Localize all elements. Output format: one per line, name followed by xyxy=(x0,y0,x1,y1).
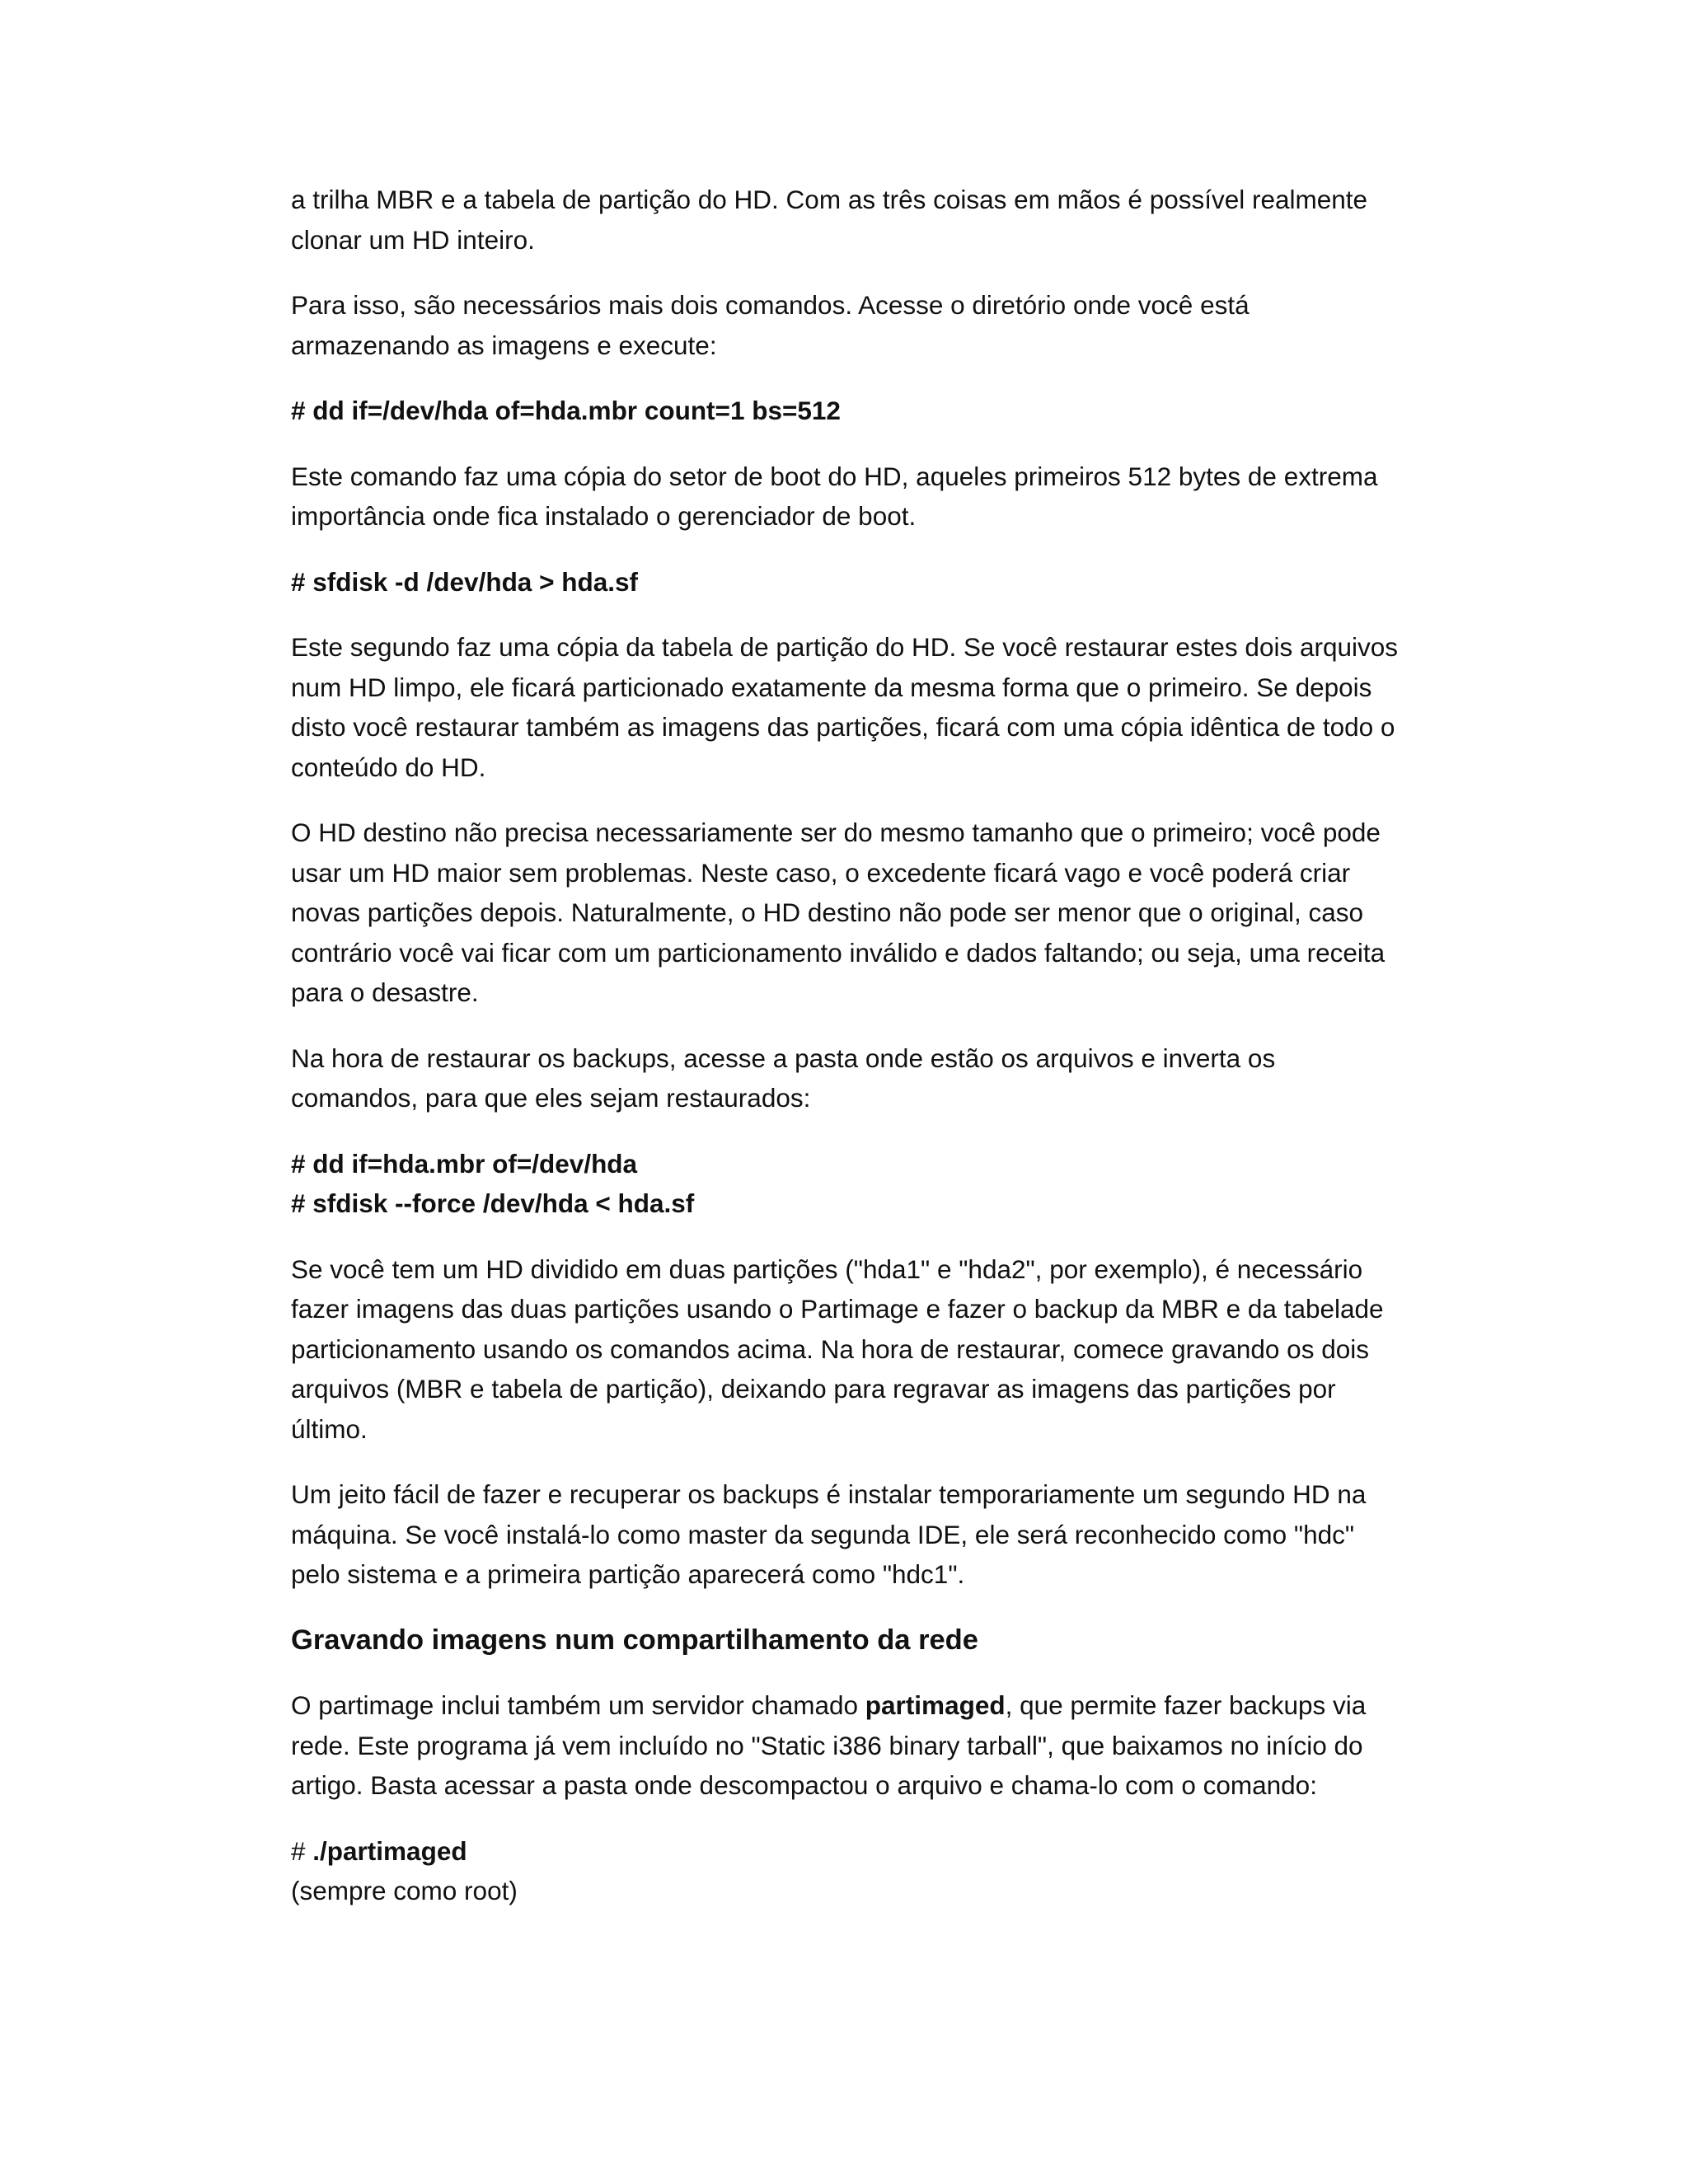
program-name: partimaged xyxy=(865,1690,1006,1720)
paragraph-text: , que permite fazer backups via rede. Este programa já vem incluído no "Static i386 binary tarball", que baixamos no início do artigo. Basta acessar a pasta onde descompactou o arquivo e chama-lo com o comando: xyxy=(291,1690,1367,1800)
paragraph xyxy=(291,1685,1400,1806)
command-line: # sfdisk -d /dev/hda > hda.sf xyxy=(291,566,638,597)
command-block xyxy=(291,1144,1400,1224)
command-line: # dd if=hda.mbr of=/dev/hda xyxy=(291,1148,638,1179)
paragraph: Este comando faz uma cópia do setor de boot do HD, aqueles primeiros 512 bytes de extrema importância onde fica instalado o gerenciador de boot. xyxy=(291,461,1378,531)
note-text: (sempre como root) xyxy=(291,1876,518,1905)
paragraph: Para isso, são necessários mais dois comandos. Acesse o diretório onde você está armazenando as imagens e execute: xyxy=(291,290,1250,360)
paragraph: a trilha MBR e a tabela de partição do HD. Com as três coisas em mãos é possível realmente clonar um HD inteiro. xyxy=(291,185,1368,255)
command-line xyxy=(291,1831,1400,1872)
section-heading: Gravando imagens num compartilhamento da rede xyxy=(291,1624,978,1656)
command-line: # dd if=/dev/hda of=hda.mbr count=1 bs=512 xyxy=(291,396,841,425)
paragraph: Um jeito fácil de fazer e recuperar os backups é instalar temporariamente um segundo HD na máquina. Se você instalá-lo como master da segunda IDE, ele será reconhecido como "hdc" pelo sistema e a primeira partição aparecerá como "hdc1". xyxy=(291,1479,1367,1589)
paragraph: Este segundo faz uma cópia da tabela de partição do HD. Se você restaurar estes dois arquivos num HD limpo, ele ficará particionado exatamente da mesma forma que o primeiro. Se depois disto você restaurar também as imagens das partições, ficará com uma cópia idêntica de todo o conteúdo do HD. xyxy=(291,632,1399,782)
paragraph: Se você tem um HD dividido em duas partições ("hda1" e "hda2", por exemplo), é necessário fazer imagens das duas partições usando o Partimage e fazer o backup da MBR e da tabelade particionamento usando os comandos acima. Na hora de restaurar, comece gravando os dois arquivos (MBR e tabela de partição), deixando para regravar as imagens das partições por último. xyxy=(291,1254,1384,1444)
paragraph: O HD destino não precisa necessariamente ser do mesmo tamanho que o primeiro; você pode usar um HD maior sem problemas. Neste caso, o excedente ficará vago e você poderá criar novas partições depois. Naturalmente, o HD destino não pode ser menor que o original, caso contrário você vai ficar com um particionamento inválido e dados faltando; ou seja, uma receita para o desastre. xyxy=(291,818,1386,1007)
document-page xyxy=(291,180,1400,1911)
command-line: # sfdisk --force /dev/hda < hda.sf xyxy=(291,1188,695,1218)
paragraph: Na hora de restaurar os backups, acesse a pasta onde estão os arquivos e inverta os comandos, para que eles sejam restaurados: xyxy=(291,1043,1276,1113)
paragraph-text: O partimage inclui também um servidor chamado xyxy=(291,1690,865,1720)
command-text: ./partimaged xyxy=(312,1835,467,1866)
prompt-symbol: # xyxy=(291,1835,313,1866)
